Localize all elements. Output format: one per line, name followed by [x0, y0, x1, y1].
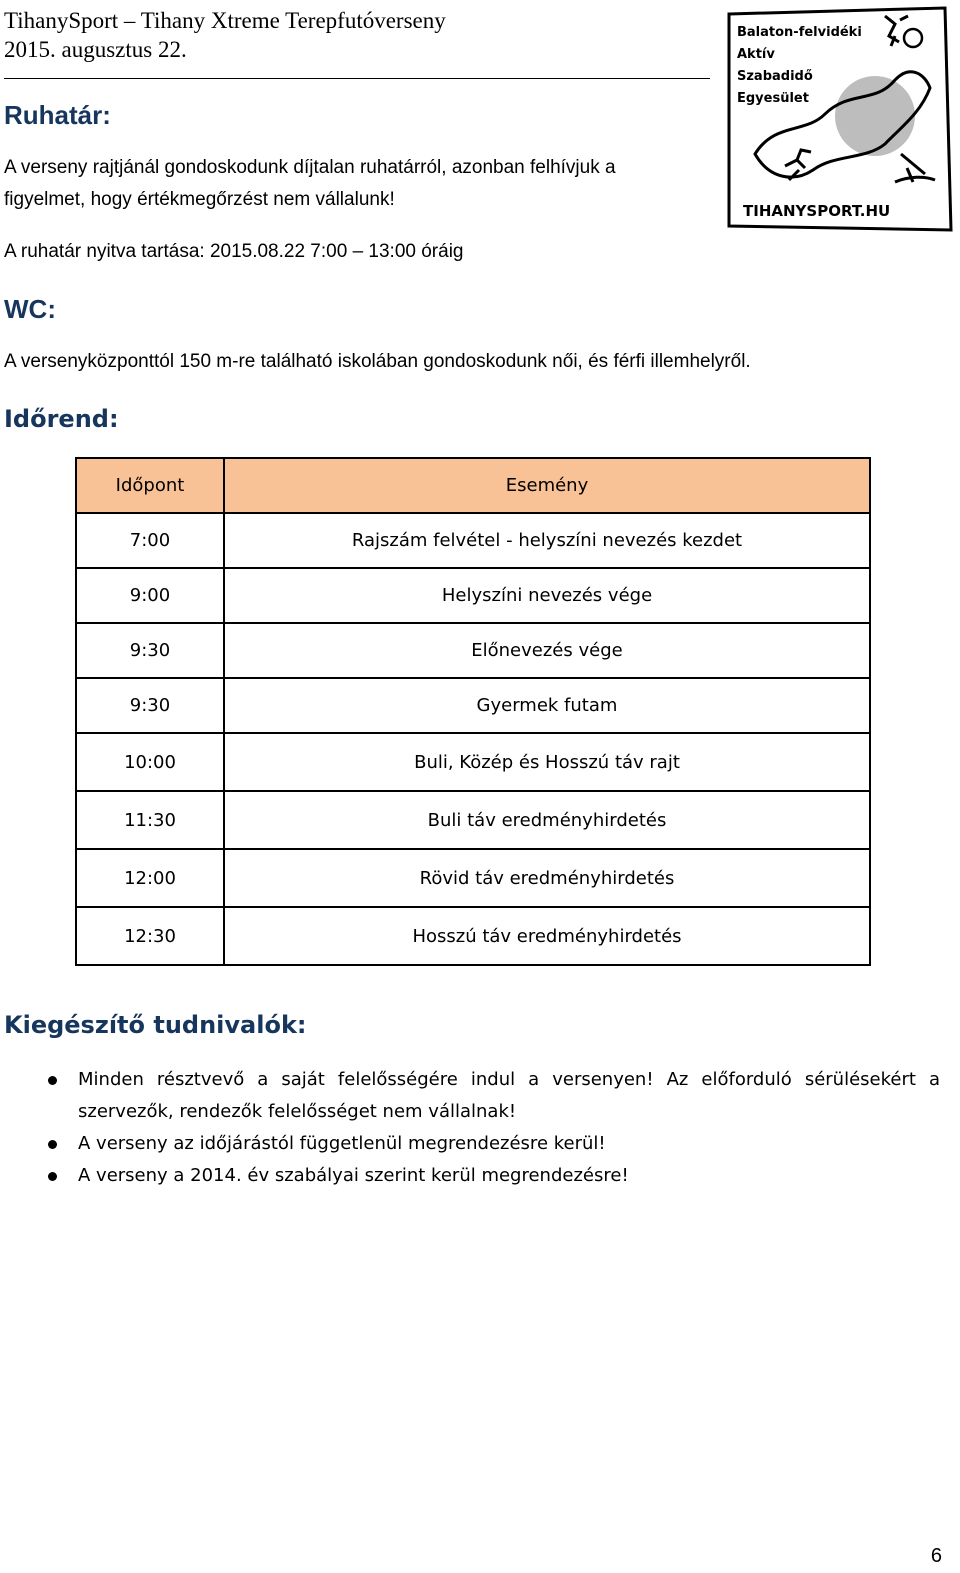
logo-circle [835, 76, 915, 156]
table-row [76, 623, 870, 678]
time-cell: 12:30 [76, 907, 224, 965]
list-item: A verseny a 2014. év szabályai szerint kerül megrendezésre! [78, 1160, 940, 1192]
table-header-row [76, 458, 870, 513]
logo-site: TIHANYSPORT.HU [743, 202, 891, 220]
time-cell: 12:00 [76, 849, 224, 907]
schedule-table [75, 457, 871, 966]
header-title: TihanySport – Tihany Xtreme Terepfutóverseny [4, 8, 446, 33]
wc-text: A versenyközponttól 150 m-re található iskolában gondoskodunk női, és férfi illemhelyről. [4, 351, 751, 372]
time-cell: 9:00 [76, 568, 224, 623]
wc-heading: WC: [4, 294, 56, 324]
time-cell: 11:30 [76, 791, 224, 849]
logo-line-4: Egyesület [737, 91, 809, 106]
event-cell: Gyermek futam [224, 678, 870, 733]
time-cell: 9:30 [76, 678, 224, 733]
logo-line-1: Balaton-felvidéki [737, 25, 862, 40]
col-event-header: Esemény [224, 458, 870, 513]
ruhatar-text-2: figyelmet, hogy értékmegőrzést nem vállalunk! [4, 189, 395, 210]
event-cell: Rövid táv eredményhirdetés [224, 849, 870, 907]
page-number: 6 [930, 1545, 942, 1567]
time-cell: 9:30 [76, 623, 224, 678]
document-header [4, 6, 446, 64]
event-cell: Buli, Közép és Hosszú táv rajt [224, 733, 870, 791]
notes-list [78, 1064, 940, 1192]
logo-line-3: Szabadidő [737, 69, 813, 84]
col-time-header: Időpont [76, 458, 224, 513]
list-item: A verseny az időjárástól függetlenül megrendezésre kerül! [78, 1128, 940, 1160]
event-cell: Előnevezés vége [224, 623, 870, 678]
ruhatar-text-1: A verseny rajtjánál gondoskodunk díjtalan ruhatárról, azonban felhívjuk a [4, 157, 616, 178]
table-row [76, 733, 870, 791]
logo-line-2: Aktív [737, 47, 775, 62]
table-row [76, 678, 870, 733]
schedule-heading: Időrend: [4, 405, 119, 433]
event-cell: Helyszíni nevezés vége [224, 568, 870, 623]
header-date: 2015. augusztus 22. [4, 37, 187, 62]
table-row [76, 907, 870, 965]
event-cell: Hosszú táv eredményhirdetés [224, 907, 870, 965]
table-row [76, 791, 870, 849]
notes-heading: Kiegészítő tudnivalók: [4, 1011, 307, 1039]
table-row [76, 568, 870, 623]
header-rule [4, 78, 710, 79]
club-logo [725, 4, 953, 234]
table-row [76, 849, 870, 907]
event-cell: Rajszám felvétel - helyszíni nevezés kezdet [224, 513, 870, 568]
list-item: Minden résztvevő a saját felelősségére indul a versenyen! Az előforduló sérülésekért a szervezők, rendezők felelősséget nem vállalnak! [78, 1064, 940, 1128]
ruhatar-hours: A ruhatár nyitva tartása: 2015.08.22 7:00 – 13:00 óráig [4, 241, 464, 262]
time-cell: 7:00 [76, 513, 224, 568]
time-cell: 10:00 [76, 733, 224, 791]
ruhatar-heading: Ruhatár: [4, 100, 111, 130]
event-cell: Buli táv eredményhirdetés [224, 791, 870, 849]
table-row [76, 513, 870, 568]
